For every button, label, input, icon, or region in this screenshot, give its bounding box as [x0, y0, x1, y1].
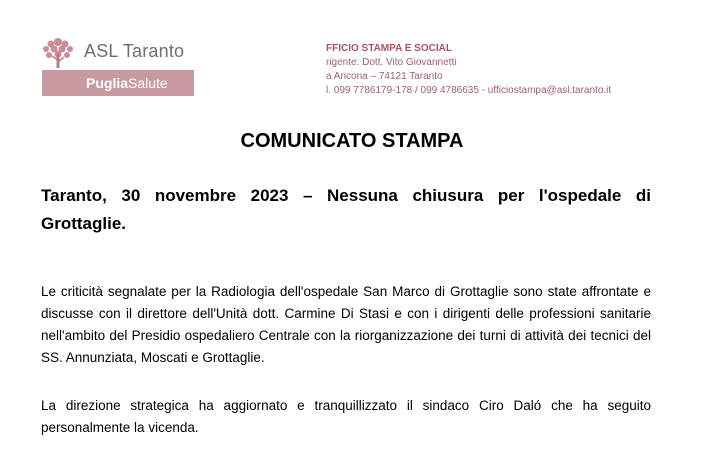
asl-taranto-logo — [38, 34, 194, 98]
body-paragraph-1: Le criticità segnalate per la Radiologia dell'ospedale San Marco di Grottaglie sono state affrontate e discusse con il direttore dell'Unità dott. Carmine Di Stasi e con i dirigenti delle professioni sanitarie nell'ambito del Presidio ospedaliero Centrale con la riorganizzazione dei turni di attività dei tecnici del SS. Annunziata, Moscati e Grottaglie. — [41, 284, 651, 365]
office-address: a Ancona – 74121 Taranto — [326, 71, 443, 82]
puglia-salute-band — [42, 70, 194, 96]
puglia-salute-label — [86, 74, 168, 92]
press-office-contacts — [322, 42, 611, 98]
body-paragraph-2: La direzione strategica ha aggiornato e tranquillizzato il sindaco Ciro Daló che ha seguito personalmente la vicenda. — [41, 398, 651, 435]
press-release-title: Taranto, 30 novembre 2023 – Nessuna chiusura per l'ospedale di Grottaglie. — [41, 186, 651, 233]
document-heading: COMUNICATO STAMPA — [240, 130, 464, 152]
office-director: rigente: Dott. Vito Giovannetti — [326, 57, 457, 68]
office-phone-email: l. 099 7786179-178 / 099 4786635 - ufficiostampa@asl.taranto.it — [326, 85, 612, 96]
puglia-label: Puglia — [86, 75, 129, 91]
office-title: FFICIO STAMPA E SOCIAL — [326, 43, 452, 54]
org-name: ASL Taranto — [84, 41, 185, 61]
salute-label: Salute — [128, 75, 168, 91]
tree-icon — [38, 34, 78, 70]
